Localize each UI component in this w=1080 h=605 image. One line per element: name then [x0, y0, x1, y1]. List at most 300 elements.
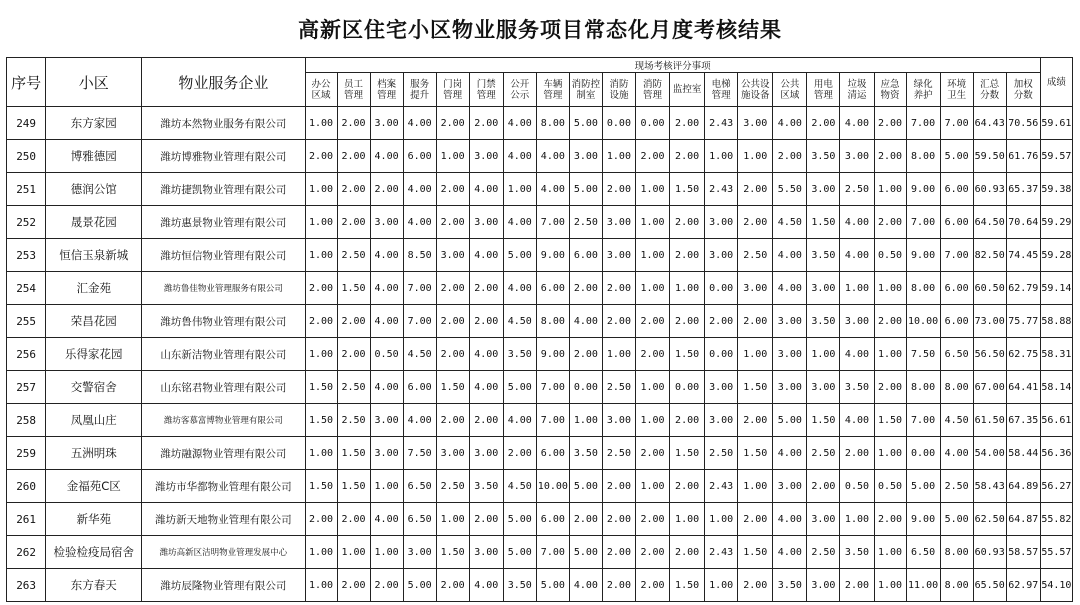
row-value: 10.00	[906, 305, 940, 338]
row-value: 1.00	[738, 470, 773, 503]
row-value: 0.00	[906, 437, 940, 470]
table-row	[7, 305, 1073, 338]
row-value: 1.00	[635, 239, 669, 272]
row-value: 3.00	[602, 404, 635, 437]
row-seq: 259	[7, 437, 46, 470]
row-seq: 255	[7, 305, 46, 338]
row-value: 8.00	[536, 305, 569, 338]
row-value: 60.93	[973, 173, 1006, 206]
row-value: 2.00	[602, 569, 635, 602]
row-value: 62.79	[1006, 272, 1040, 305]
row-value: 8.00	[906, 371, 940, 404]
row-value: 2.00	[670, 470, 705, 503]
row-value: 1.50	[670, 338, 705, 371]
row-value: 62.97	[1006, 569, 1040, 602]
row-value: 3.50	[807, 305, 840, 338]
row-value: 61.76	[1006, 140, 1040, 173]
row-value: 2.50	[940, 470, 973, 503]
row-value: 4.00	[403, 404, 436, 437]
row-value: 8.00	[940, 371, 973, 404]
row-value: 0.50	[840, 470, 874, 503]
row-value: 3.00	[436, 239, 469, 272]
row-value: 2.00	[602, 272, 635, 305]
row-value: 1.00	[874, 338, 906, 371]
row-community: 凤凰山庄	[46, 404, 142, 437]
row-value: 64.41	[1006, 371, 1040, 404]
row-value: 1.00	[738, 338, 773, 371]
row-value: 1.50	[337, 437, 370, 470]
table-row	[7, 173, 1073, 206]
row-community: 德润公馆	[46, 173, 142, 206]
row-value: 3.00	[773, 371, 807, 404]
row-value: 1.00	[840, 503, 874, 536]
row-value: 4.00	[503, 206, 536, 239]
row-value: 2.00	[705, 305, 738, 338]
row-value: 1.50	[670, 173, 705, 206]
row-company: 潍坊鲁伟物业管理有限公司	[142, 305, 305, 338]
row-value: 3.00	[705, 206, 738, 239]
row-seq: 260	[7, 470, 46, 503]
row-value: 4.50	[503, 305, 536, 338]
row-value: 4.00	[469, 338, 503, 371]
table-row	[7, 338, 1073, 371]
row-value: 3.00	[807, 173, 840, 206]
row-value: 1.00	[705, 503, 738, 536]
row-value: 1.00	[569, 404, 602, 437]
row-value: 2.00	[773, 140, 807, 173]
row-value: 2.00	[503, 437, 536, 470]
row-company: 潍坊新天地物业管理有限公司	[142, 503, 305, 536]
row-community: 检验检疫局宿舍	[46, 536, 142, 569]
row-value: 3.00	[807, 371, 840, 404]
row-seq: 249	[7, 107, 46, 140]
row-value: 58.44	[1006, 437, 1040, 470]
row-value: 6.50	[906, 536, 940, 569]
row-value: 1.50	[337, 470, 370, 503]
row-value: 9.00	[906, 239, 940, 272]
row-value: 1.50	[305, 404, 337, 437]
row-value: 2.00	[305, 272, 337, 305]
row-value: 2.00	[370, 173, 403, 206]
row-value: 8.00	[940, 536, 973, 569]
row-value: 3.00	[773, 338, 807, 371]
row-value: 2.00	[807, 107, 840, 140]
row-value: 3.00	[840, 305, 874, 338]
header-item: 服务 提升	[403, 73, 436, 107]
header-item: 电梯 管理	[705, 73, 738, 107]
row-value: 73.00	[973, 305, 1006, 338]
row-value: 7.00	[940, 239, 973, 272]
row-value: 1.00	[807, 338, 840, 371]
row-value: 4.00	[840, 107, 874, 140]
row-value: 0.00	[670, 371, 705, 404]
row-value: 2.00	[602, 536, 635, 569]
row-value: 2.00	[670, 536, 705, 569]
header-item: 消防 管理	[635, 73, 669, 107]
row-value: 2.00	[569, 272, 602, 305]
table-row	[7, 272, 1073, 305]
row-value: 2.00	[436, 569, 469, 602]
row-value: 1.50	[436, 371, 469, 404]
row-value: 2.50	[337, 239, 370, 272]
table-row	[7, 206, 1073, 239]
header-group: 现场考核评分事项	[305, 58, 1040, 73]
row-value: 1.00	[635, 470, 669, 503]
row-value: 3.50	[469, 470, 503, 503]
row-value: 4.00	[840, 338, 874, 371]
row-value: 4.00	[569, 569, 602, 602]
row-value: 4.00	[773, 107, 807, 140]
row-value: 7.00	[536, 536, 569, 569]
row-value: 70.64	[1006, 206, 1040, 239]
row-value: 3.00	[705, 404, 738, 437]
row-value: 2.00	[569, 503, 602, 536]
row-seq: 261	[7, 503, 46, 536]
row-value: 4.00	[503, 140, 536, 173]
row-value: 4.00	[503, 404, 536, 437]
table-row	[7, 536, 1073, 569]
row-value: 1.00	[602, 140, 635, 173]
row-community: 晟景花园	[46, 206, 142, 239]
row-value: 2.00	[337, 140, 370, 173]
row-value: 2.43	[705, 173, 738, 206]
row-value: 3.00	[705, 371, 738, 404]
row-value: 3.00	[436, 437, 469, 470]
row-value: 3.50	[840, 371, 874, 404]
row-value: 3.00	[738, 272, 773, 305]
row-value: 5.00	[569, 107, 602, 140]
row-value: 8.00	[906, 272, 940, 305]
row-value: 5.00	[569, 536, 602, 569]
row-value: 75.77	[1006, 305, 1040, 338]
header-item: 用电 管理	[807, 73, 840, 107]
row-value: 7.50	[403, 437, 436, 470]
row-value: 1.00	[874, 536, 906, 569]
row-value: 2.00	[635, 140, 669, 173]
row-value: 1.00	[305, 173, 337, 206]
row-value: 1.00	[503, 173, 536, 206]
row-value: 1.00	[635, 272, 669, 305]
row-value: 1.00	[305, 437, 337, 470]
row-value: 2.00	[635, 338, 669, 371]
row-value: 1.00	[635, 206, 669, 239]
row-value: 3.50	[503, 569, 536, 602]
row-value: 7.00	[403, 272, 436, 305]
row-value: 1.50	[874, 404, 906, 437]
row-value: 2.00	[738, 305, 773, 338]
row-value: 2.00	[569, 338, 602, 371]
row-community: 东方春天	[46, 569, 142, 602]
row-value: 2.00	[436, 305, 469, 338]
row-value: 1.00	[840, 272, 874, 305]
row-community: 恒信玉泉新城	[46, 239, 142, 272]
row-community: 博雅德园	[46, 140, 142, 173]
row-value: 64.43	[973, 107, 1006, 140]
row-community: 新华苑	[46, 503, 142, 536]
row-value: 1.00	[705, 569, 738, 602]
row-company: 潍坊客慕富博物业管理有限公司	[142, 404, 305, 437]
row-value: 3.00	[370, 404, 403, 437]
row-value: 5.00	[569, 470, 602, 503]
row-score: 54.10	[1040, 569, 1072, 602]
row-value: 5.00	[906, 470, 940, 503]
row-value: 1.50	[738, 536, 773, 569]
row-value: 60.50	[973, 272, 1006, 305]
row-value: 1.50	[807, 206, 840, 239]
row-value: 7.00	[906, 404, 940, 437]
header-item: 加权 分数	[1006, 73, 1040, 107]
header-item: 公共 区域	[773, 73, 807, 107]
row-company: 潍坊捷凯物业管理有限公司	[142, 173, 305, 206]
table-row	[7, 107, 1073, 140]
row-value: 2.00	[370, 569, 403, 602]
row-value: 1.00	[305, 206, 337, 239]
row-value: 0.00	[635, 107, 669, 140]
row-value: 2.00	[874, 305, 906, 338]
row-value: 8.00	[536, 107, 569, 140]
row-value: 2.00	[469, 305, 503, 338]
row-score: 55.82	[1040, 503, 1072, 536]
row-company: 潍坊辰隆物业管理有限公司	[142, 569, 305, 602]
row-value: 2.50	[807, 437, 840, 470]
row-value: 2.00	[807, 470, 840, 503]
row-community: 荣昌花园	[46, 305, 142, 338]
row-value: 2.43	[705, 470, 738, 503]
row-value: 1.00	[305, 107, 337, 140]
row-seq: 257	[7, 371, 46, 404]
row-seq: 256	[7, 338, 46, 371]
row-value: 3.00	[840, 140, 874, 173]
row-value: 1.50	[436, 536, 469, 569]
row-value: 3.00	[370, 437, 403, 470]
row-value: 2.00	[738, 503, 773, 536]
row-value: 4.00	[773, 239, 807, 272]
row-value: 2.00	[874, 371, 906, 404]
row-value: 3.50	[569, 437, 602, 470]
row-value: 4.00	[503, 272, 536, 305]
row-value: 1.50	[305, 470, 337, 503]
row-value: 6.00	[536, 503, 569, 536]
header-score: 成绩	[1040, 58, 1072, 107]
row-value: 2.50	[602, 437, 635, 470]
table-row	[7, 503, 1073, 536]
row-value: 4.50	[940, 404, 973, 437]
row-value: 4.00	[403, 173, 436, 206]
row-value: 82.50	[973, 239, 1006, 272]
row-value: 2.00	[337, 107, 370, 140]
row-value: 2.00	[602, 305, 635, 338]
row-value: 6.00	[536, 437, 569, 470]
row-value: 7.00	[940, 107, 973, 140]
header-item: 环境 卫生	[940, 73, 973, 107]
row-value: 2.00	[635, 536, 669, 569]
row-value: 5.00	[503, 503, 536, 536]
row-value: 62.75	[1006, 338, 1040, 371]
row-value: 0.00	[602, 107, 635, 140]
row-value: 3.00	[370, 107, 403, 140]
row-value: 4.00	[469, 239, 503, 272]
row-value: 0.00	[705, 272, 738, 305]
row-value: 59.50	[973, 140, 1006, 173]
row-value: 5.00	[569, 173, 602, 206]
row-value: 1.50	[305, 371, 337, 404]
row-value: 1.00	[436, 140, 469, 173]
row-value: 4.00	[370, 305, 403, 338]
header-item: 消防 设施	[602, 73, 635, 107]
row-value: 70.56	[1006, 107, 1040, 140]
row-value: 5.00	[940, 503, 973, 536]
row-value: 8.00	[906, 140, 940, 173]
row-value: 2.00	[670, 404, 705, 437]
row-value: 8.00	[940, 569, 973, 602]
row-value: 5.00	[503, 239, 536, 272]
row-value: 4.00	[403, 206, 436, 239]
row-community: 金福苑C区	[46, 470, 142, 503]
row-company: 潍坊市华都物业管理有限公司	[142, 470, 305, 503]
row-value: 2.00	[738, 569, 773, 602]
row-seq: 263	[7, 569, 46, 602]
header-seq: 序号	[7, 58, 46, 107]
row-value: 6.50	[403, 470, 436, 503]
row-value: 54.00	[973, 437, 1006, 470]
row-value: 4.00	[840, 239, 874, 272]
header-item: 垃圾 清运	[840, 73, 874, 107]
row-value: 2.00	[305, 503, 337, 536]
row-value: 5.00	[773, 404, 807, 437]
row-value: 6.50	[403, 503, 436, 536]
row-company: 潍坊恒信物业管理有限公司	[142, 239, 305, 272]
row-value: 6.50	[940, 338, 973, 371]
row-value: 2.00	[436, 173, 469, 206]
row-value: 61.50	[973, 404, 1006, 437]
row-value: 4.00	[370, 371, 403, 404]
row-value: 7.00	[906, 206, 940, 239]
row-value: 3.00	[469, 437, 503, 470]
row-value: 2.00	[670, 239, 705, 272]
row-value: 2.00	[337, 503, 370, 536]
row-value: 2.00	[436, 206, 469, 239]
row-value: 2.00	[670, 206, 705, 239]
row-score: 59.38	[1040, 173, 1072, 206]
row-value: 2.00	[670, 305, 705, 338]
row-value: 8.50	[403, 239, 436, 272]
row-value: 2.00	[602, 503, 635, 536]
header-item: 门禁 管理	[469, 73, 503, 107]
row-value: 1.00	[337, 536, 370, 569]
row-seq: 251	[7, 173, 46, 206]
row-value: 2.00	[874, 503, 906, 536]
row-seq: 250	[7, 140, 46, 173]
row-value: 3.00	[469, 140, 503, 173]
header-item: 应急 物资	[874, 73, 906, 107]
row-value: 5.00	[503, 536, 536, 569]
row-value: 4.50	[403, 338, 436, 371]
row-community: 乐得家花园	[46, 338, 142, 371]
row-value: 58.43	[973, 470, 1006, 503]
table-row	[7, 371, 1073, 404]
row-value: 1.00	[874, 272, 906, 305]
row-value: 2.00	[738, 404, 773, 437]
row-community: 交警宿舍	[46, 371, 142, 404]
row-value: 2.00	[469, 404, 503, 437]
row-value: 2.00	[337, 206, 370, 239]
row-seq: 252	[7, 206, 46, 239]
row-value: 1.50	[738, 437, 773, 470]
row-value: 1.00	[635, 371, 669, 404]
row-value: 1.00	[305, 536, 337, 569]
row-value: 9.00	[536, 338, 569, 371]
row-value: 1.50	[738, 371, 773, 404]
row-value: 2.00	[436, 272, 469, 305]
row-value: 4.00	[370, 503, 403, 536]
row-value: 3.00	[773, 305, 807, 338]
row-value: 1.00	[305, 239, 337, 272]
row-value: 2.00	[436, 107, 469, 140]
row-value: 2.50	[738, 239, 773, 272]
row-company: 潍坊博雅物业管理有限公司	[142, 140, 305, 173]
header-item: 车辆 管理	[536, 73, 569, 107]
row-value: 2.00	[840, 437, 874, 470]
row-value: 3.00	[738, 107, 773, 140]
row-value: 65.37	[1006, 173, 1040, 206]
row-value: 3.50	[503, 338, 536, 371]
row-value: 5.50	[773, 173, 807, 206]
row-value: 6.00	[403, 140, 436, 173]
header-community: 小区	[46, 58, 142, 107]
row-value: 4.50	[503, 470, 536, 503]
row-value: 1.50	[670, 437, 705, 470]
row-value: 2.00	[874, 107, 906, 140]
row-community: 东方家园	[46, 107, 142, 140]
row-value: 9.00	[536, 239, 569, 272]
row-value: 1.00	[370, 536, 403, 569]
row-value: 7.00	[536, 404, 569, 437]
header-item: 办公 区域	[305, 73, 337, 107]
row-value: 6.00	[536, 272, 569, 305]
row-value: 6.00	[940, 305, 973, 338]
row-score: 59.61	[1040, 107, 1072, 140]
row-value: 3.00	[807, 272, 840, 305]
row-value: 74.45	[1006, 239, 1040, 272]
row-value: 1.00	[635, 173, 669, 206]
row-score: 55.57	[1040, 536, 1072, 569]
row-value: 5.00	[940, 140, 973, 173]
row-value: 9.00	[906, 503, 940, 536]
results-table	[6, 57, 1073, 602]
row-value: 2.00	[874, 206, 906, 239]
header-item: 汇总 分数	[973, 73, 1006, 107]
row-value: 2.00	[436, 338, 469, 371]
row-value: 1.00	[602, 338, 635, 371]
header-item: 监控室	[670, 73, 705, 107]
row-value: 2.00	[670, 107, 705, 140]
row-value: 2.00	[874, 140, 906, 173]
row-company: 山东新洁物业管理有限公司	[142, 338, 305, 371]
table-row	[7, 404, 1073, 437]
row-value: 3.50	[807, 239, 840, 272]
row-value: 7.00	[403, 305, 436, 338]
row-value: 1.50	[670, 569, 705, 602]
row-value: 2.50	[436, 470, 469, 503]
row-value: 10.00	[536, 470, 569, 503]
row-company: 潍坊融源物业管理有限公司	[142, 437, 305, 470]
row-score: 59.29	[1040, 206, 1072, 239]
header-item: 公开 公示	[503, 73, 536, 107]
row-value: 2.50	[337, 371, 370, 404]
row-value: 1.00	[738, 140, 773, 173]
row-value: 5.00	[403, 569, 436, 602]
row-value: 64.50	[973, 206, 1006, 239]
